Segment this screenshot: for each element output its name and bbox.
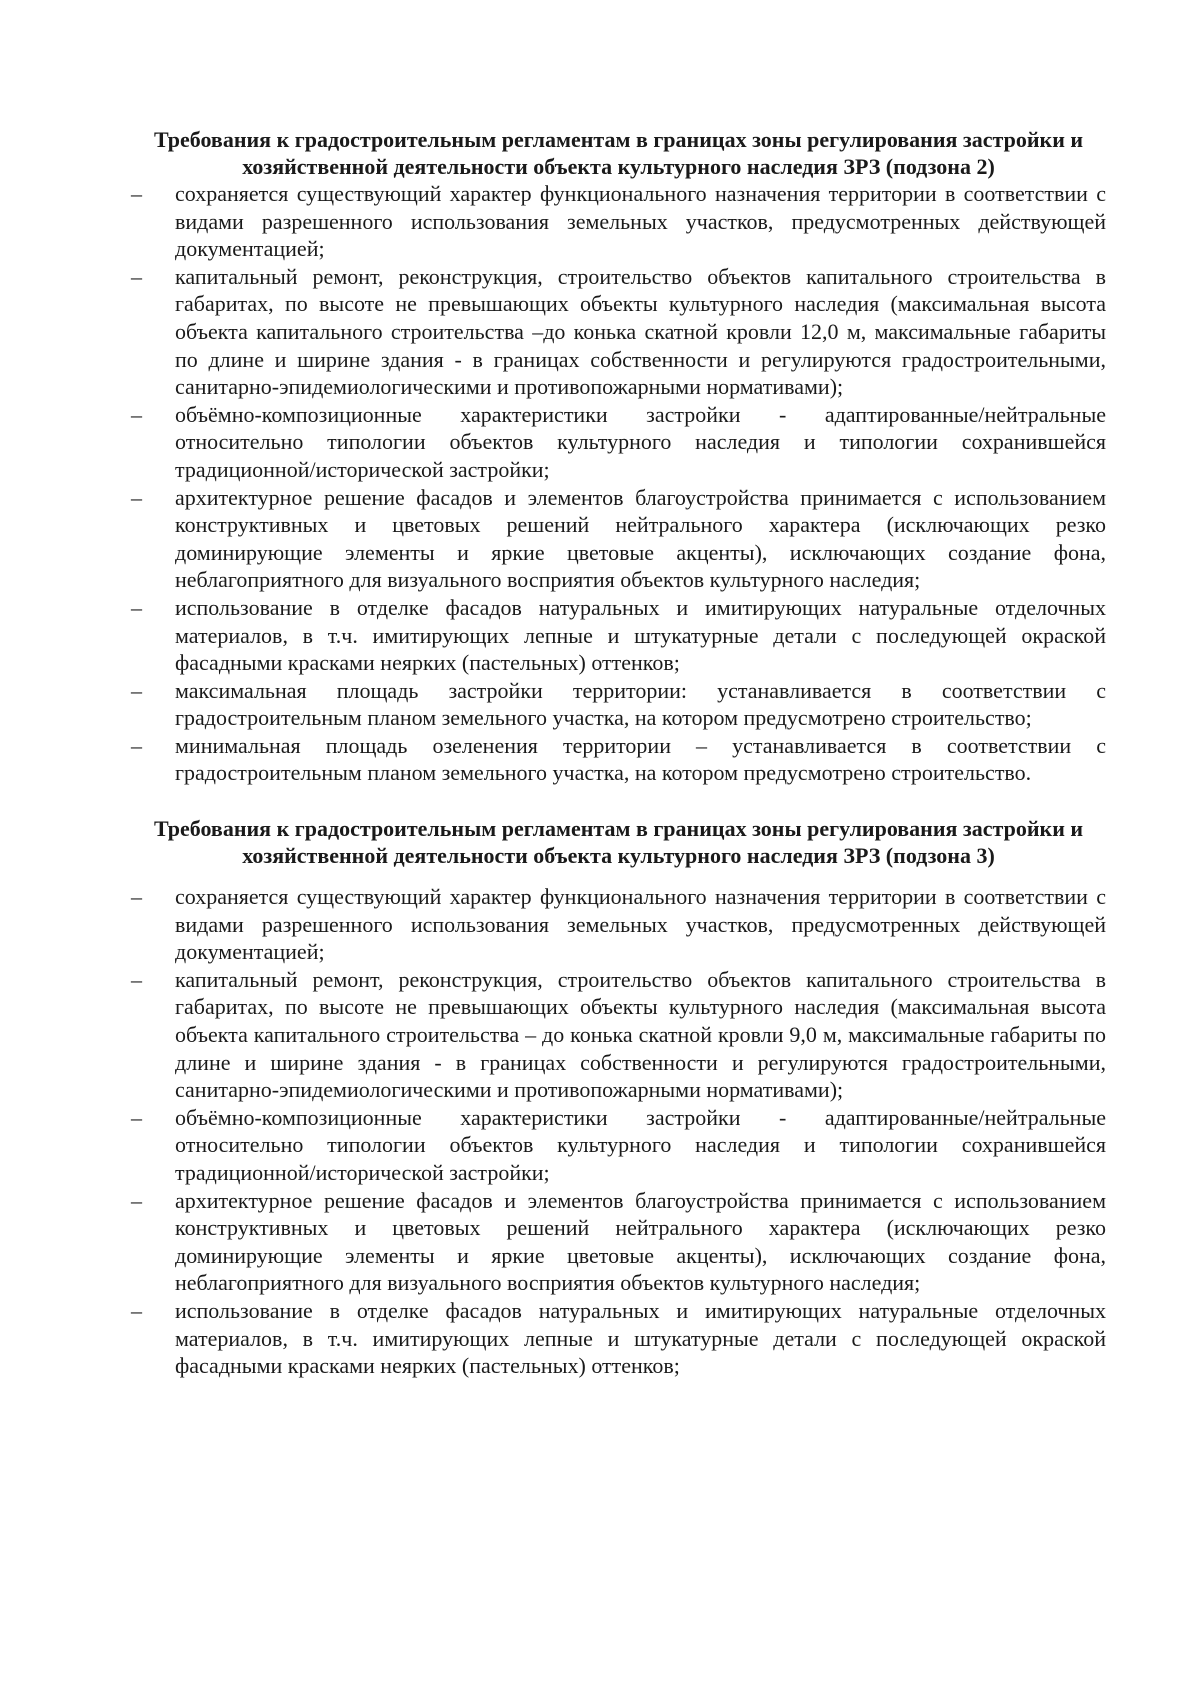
bullet-dash: – [131, 884, 142, 910]
list-item [131, 263, 1106, 401]
list-item [131, 732, 1106, 787]
bullet-dash: – [131, 263, 142, 289]
bullet-dash: – [131, 1187, 142, 1213]
list-item [131, 594, 1106, 677]
bullet-dash: – [131, 1297, 142, 1323]
bullet-dash: – [131, 966, 142, 992]
list-item-text: минимальная площадь озеленения территории – устанавливается в соответствии с градостроительным планом земельного участка, на котором предусмотрено строительство. [175, 732, 1106, 786]
bullet-dash: – [131, 1104, 142, 1130]
list-item [131, 1104, 1106, 1187]
bullet-dash: – [131, 677, 142, 703]
list-item [131, 966, 1106, 1104]
list-item-text: объёмно-композиционные характеристики застройки - адаптированные/нейтральные относительно типологии объектов культурного наследия и типологии сохранившейся традиционной/исторической застройки; [175, 401, 1106, 482]
list-item-text: использование в отделке фасадов натуральных и имитирующих натуральные отделочных материалов, в т.ч. имитирующих лепные и штукатурные детали с последующей окраской фасадными красками неярких (пастельных) оттенков; [175, 1297, 1106, 1379]
list-item [131, 401, 1106, 484]
list-item-text: архитектурное решение фасадов и элементов благоустройства принимается с использованием конструктивных и цветовых решений нейтрального характера (исключающих резко доминирующие элементы и яркие цветовые акценты), исключающих создание фона, неблагоприятного для визуального восприятия объектов культурного наследия; [175, 484, 1106, 593]
section-subzone-3 [131, 815, 1106, 1380]
bullet-dash: – [131, 401, 142, 427]
bullet-dash: – [131, 594, 142, 620]
section-heading: Требования к градостроительным регламентам в границах зоны регулирования застройки и хозяйственной деятельности объекта культурного наследия ЗРЗ (подзона 3) [153, 816, 1084, 869]
list-item-text: архитектурное решение фасадов и элементов благоустройства принимается с использованием конструктивных и цветовых решений нейтрального характера (исключающих резко доминирующие элементы и яркие цветовые акценты), исключающих создание фона, неблагоприятного для визуального восприятия объектов культурного наследия; [175, 1187, 1106, 1296]
list-item [131, 484, 1106, 594]
list-item [131, 883, 1106, 966]
list-item-text: объёмно-композиционные характеристики застройки - адаптированные/нейтральные относительно типологии объектов культурного наследия и типологии сохранившейся традиционной/исторической застройки; [175, 1104, 1106, 1185]
list-item-text: сохраняется существующий характер функционального назначения территории в соответствии с видами разрешенного использования земельных участков, предусмотренных действующей документацией; [175, 181, 1106, 262]
section-subzone-2 [131, 126, 1106, 787]
list-item-text: использование в отделке фасадов натуральных и имитирующих натуральные отделочных материалов, в т.ч. имитирующих лепные и штукатурные детали с последующей окраской фасадными красками неярких (пастельных) оттенков; [175, 594, 1106, 676]
list-item-text: сохраняется существующий характер функционального назначения территории в соответствии с видами разрешенного использования земельных участков, предусмотренных действующей документацией; [175, 884, 1106, 965]
requirements-list [131, 883, 1106, 1380]
list-item [131, 1297, 1106, 1380]
list-item [131, 677, 1106, 732]
bullet-dash: – [131, 181, 142, 206]
list-item-text: капитальный ремонт, реконструкция, строительство объектов капитального строительства в габаритах, по высоте не превышающих объекты культурного наследия (максимальная высота объекта капитального строительства –до конька скатной кровли 12,0 м, максимальные габариты по длине и ширине здания - в границах собственности и регулируются градостроительными, санитарно-эпидемиологическими и противопожарными нормативами); [175, 263, 1106, 400]
requirements-list [131, 180, 1106, 787]
list-item [131, 180, 1106, 263]
bullet-dash: – [131, 484, 142, 510]
section-heading: Требования к градостроительным регламентам в границах зоны регулирования застройки и хозяйственной деятельности объекта культурного наследия ЗРЗ (подзона 2) [153, 127, 1084, 179]
bullet-dash: – [131, 732, 142, 758]
list-item-text: максимальная площадь застройки территории: устанавливается в соответствии с градостроительным планом земельного участка, на котором предусмотрено строительство; [175, 677, 1106, 731]
list-item [131, 1187, 1106, 1297]
list-item-text: капитальный ремонт, реконструкция, строительство объектов капитального строительства в габаритах, по высоте не превышающих объекты культурного наследия (максимальная высота объекта капитального строительства – до конька скатной кровли 9,0 м, максимальные габариты по длине и ширине здания - в границах собственности и регулируются градостроительными, санитарно-эпидемиологическими и противопожарными нормативами); [175, 966, 1106, 1103]
